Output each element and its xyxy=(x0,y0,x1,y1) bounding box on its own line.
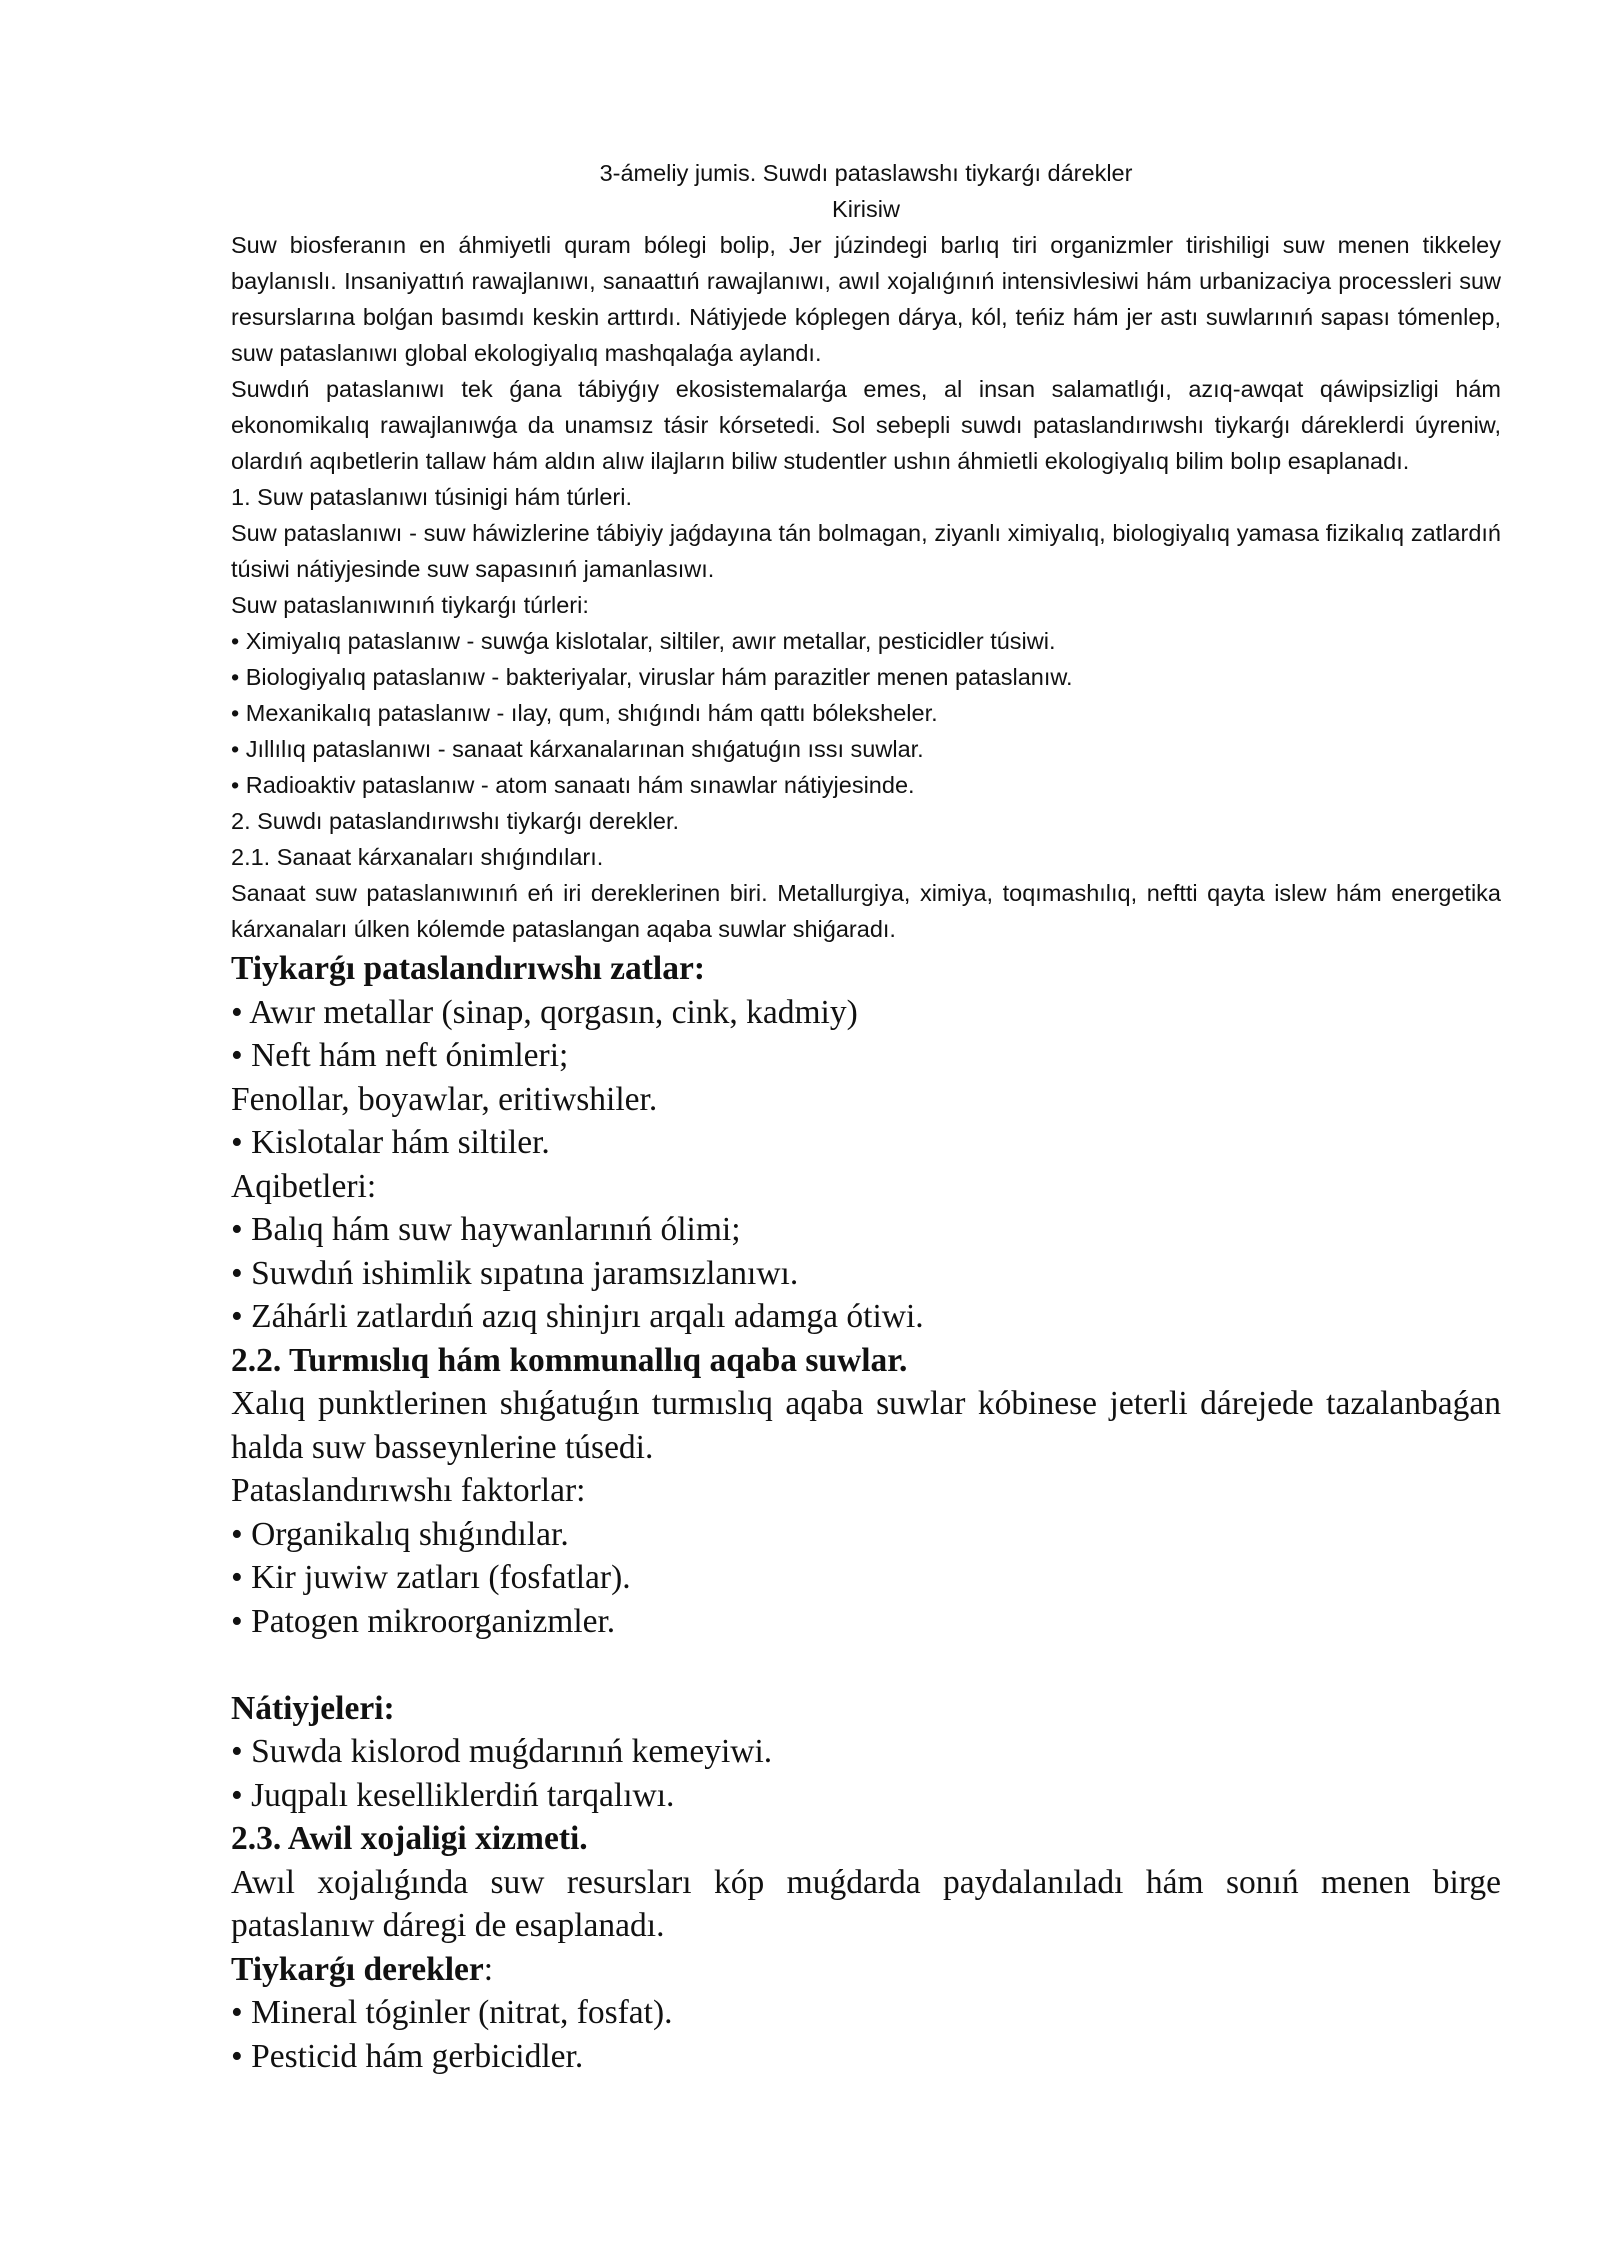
section-2-2-text: Xalıq punktlerinen shıǵatuǵın turmıslıq aqaba suwlar kóbinese jeterli dárejede tazalanbaǵan halda suw basseynlerine túsedi. xyxy=(231,1385,1501,1466)
section-2-3-heading: 2.3. Awil xojaligi xizmeti. xyxy=(231,1820,588,1857)
pollution-types-heading: Suw pataslanıwınıń tiykarǵı túrleri: xyxy=(231,592,589,618)
intro-paragraph-2: Suwdıń pataslanıwı tek ǵana tábiyǵıy ekosistemalarǵa emes, al insan salamatlıǵı, azıq-awqat qáwipsizligi hám ekonomikalıq rawajlanıwǵa da unamsız tásir kórsetedi. Sol sebepli suwdı pataslandırıwshı tiykarǵı dáreklerdi úyreniw, olardıń aqıbetlerin tallaw hám aldın alıw ilajların biliw studentler ushın áhmietli ekologiyalıq bilim bolıp esaplanadı. xyxy=(231,376,1501,474)
section-1-definition: Suw pataslanıwı - suw háwizlerine tábiyiy jaǵdayına tán bolmagan, ziyanlı ximiyalıq, biologiyalıq yamasa fizikalıq zatlardıń túsiwi nátiyjesinde suw sapasınıń jamanlasıwı. xyxy=(231,520,1501,582)
result-item: • Juqpalı keselliklerdiń tarqalıwı. xyxy=(231,1776,675,1814)
consequence-item: • Balıq hám suw haywanlarınıń ólimi; xyxy=(231,1211,741,1248)
pollutant-item: Fenollar, boyawlar, eritiwshiler. xyxy=(231,1080,658,1118)
pollution-type-item: • Ximiyalıq pataslanıw - suwǵa kislotalar, siltiler, awır metallar, pesticidler túsiwi. xyxy=(231,628,1056,654)
consequences-heading: Aqibetleri: xyxy=(231,1167,377,1205)
section-2-3-text: Awıl xojalıǵında suw resursları kóp muǵdarda paydalanıladı hám sonıń menen birge pataslanıw dáregi de esaplanadı. xyxy=(231,1863,1501,1944)
intro-paragraph-1: Suw biosferanın en áhmiyetli quram bólegi bolip, Jer júzindegi barlıq tiri organizmler tirishiligi suw menen tikkeley baylanıslı. Insaniyattıń rawajlanıwı, sanaattıń rawajlanıwı, awıl xojalıǵınıń intensivlesiwi hám urbanizaciya processleri suw resurslarına bolǵan basımdı keskin arttırdı. Nátiyjede kóplegen dárya, kól, teńiz hám jer astı suwlarınıń sapası tómenlep, suw pataslanıwı global ekologiyalıq mashqalaǵa aylandı. xyxy=(231,232,1501,366)
section-2-2-heading: 2.2. Turmıslıq hám kommunallıq aqaba suwlar. xyxy=(231,1341,908,1379)
source-item: • Mineral tóginler (nitrat, fosfat). xyxy=(231,1994,673,2031)
blank-line xyxy=(231,1643,1501,1687)
pollutant-item: • Neft hám neft ónimleri; xyxy=(231,1037,569,1074)
pollution-type-item: • Biologiyalıq pataslanıw - bakteriyalar, viruslar hám parazitler menen pataslanıw. xyxy=(231,664,1073,690)
factors-heading: Pataslandırıwshı faktorlar: xyxy=(231,1472,586,1509)
results-heading: Nátiyjeleri: xyxy=(231,1689,395,1727)
pollutants-heading: Tiykarǵı pataslandırıwshı zatlar: xyxy=(231,950,706,987)
section-2-1-text: Sanaat suw pataslanıwınıń eń iri dereklerinen biri. Metallurgiya, ximiya, toqımashılıq, neftti qayta islew hám energetika kárxanaları úlken kólemde pataslangan aqaba suwlar shiǵaradı. xyxy=(231,880,1501,942)
factor-item: • Organikalıq shıǵındılar. xyxy=(231,1515,569,1553)
sources-heading-line xyxy=(231,1948,1501,1992)
consequence-item: • Suwdıń ishimlik sıpatına jaramsızlanıwı. xyxy=(231,1254,799,1292)
pollutant-item: • Kislotalar hám siltiler. xyxy=(231,1124,550,1161)
sources-heading-colon: : xyxy=(483,1950,494,1988)
section-2-1-heading: 2.1. Sanaat kárxanaları shıǵındıları. xyxy=(231,844,604,870)
section-2-heading: 2. Suwdı pataslandırıwshı tiykarǵı derekler. xyxy=(231,808,680,834)
result-item: • Suwda kislorod muǵdarınıń kemeyiwi. xyxy=(231,1733,773,1770)
factor-item: • Patogen mikroorganizmler. xyxy=(231,1602,616,1640)
source-item: • Pesticid hám gerbicidler. xyxy=(231,2037,584,2075)
document-subtitle: Kirisiw xyxy=(832,196,900,222)
consequence-item: • Záhárli zatlardıń azıq shinjırı arqalı adamga ótiwi. xyxy=(231,1298,924,1335)
document-title: 3-ámeliy jumis. Suwdı pataslawshı tiykarǵı dárekler xyxy=(599,160,1133,186)
document-body xyxy=(231,155,1501,2078)
pollution-type-item: • Mexanikalıq pataslanıw - ılay, qum, shıǵındı hám qattı bóleksheler. xyxy=(231,700,938,726)
sources-heading: Tiykarǵı derekler xyxy=(231,1950,484,1988)
pollution-type-item: • Radioaktiv pataslanıw - atom sanaatı hám sınawlar nátiyjesinde. xyxy=(231,772,915,798)
section-1-heading: 1. Suw pataslanıwı túsinigi hám túrleri. xyxy=(231,484,632,510)
pollutant-item: • Awır metallar (sinap, qorgasın, cink, kadmiy) xyxy=(231,993,858,1031)
factor-item: • Kir juwiw zatları (fosfatlar). xyxy=(231,1559,631,1596)
pollution-type-item: • Jıllılıq pataslanıwı - sanaat kárxanalarınan shıǵatuǵın ıssı suwlar. xyxy=(231,736,924,762)
